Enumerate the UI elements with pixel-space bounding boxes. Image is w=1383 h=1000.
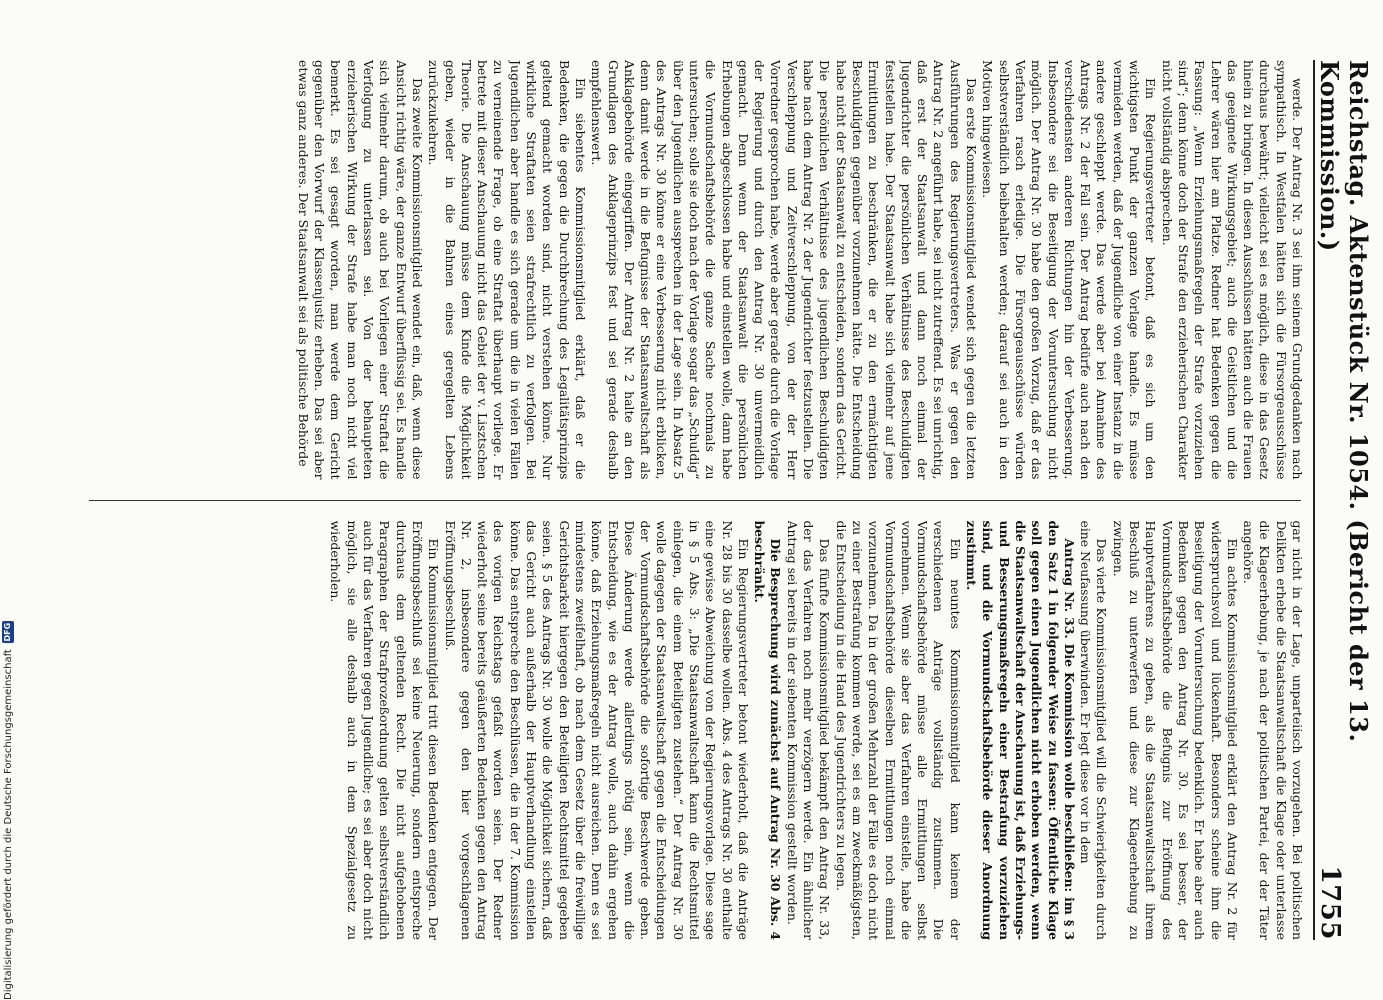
paragraph: Die Besprechung wird zunächst auf Antrag Nr. 30 Abs. 4 beschränkt. [752,520,784,940]
text-columns [85,60,1305,940]
paragraph: Ein Regierungsvertreter betont, daß es sich um den wichtigsten Punkt der ganzen Vorlage handle. Es müsse vermieden werden, daß der Jugendliche von einer Instanz in die andere geschleppt werde. Das werde aber bei Annahme des Antrags Nr. 2 der Fall sein. Der Antrag bedürfe auch nach den verschiedensten anderen Richtungen hin der Verbesserung. Insbesondere sei die Beseitigung der Voruntersuchung nicht möglich. Der Antrag Nr. 30 habe den großen Vorzug, daß er das Verfahren rasch erledige. Die Fürsorgeausschüsse würden selbstverständlich beibehalten werden; darauf sei auch in den Motiven hingewiesen. [980,60,1159,480]
motion-paragraph: Antrag Nr. 33. Die Kommission wolle beschließen: im § 3 den Satz 1 in folgender Weise zu fassen: Öffentliche Klage soll gegen einen Jugendlichen nicht erhoben werden, wenn die Staatsanwaltschaft der Anschauung ist, daß Erziehungs- und Besserungsmaßregeln einer Bestrafung vorzuziehen sind, und die Vormundschaftsbehörde dieser Anordnung zustimmt. [964,520,1077,940]
paragraph: Ein Kommissionsmitglied tritt diesen Bedenken entgegen. Der Eröffnungsbeschluß sei keine Neuerung, sondern entspreche durchaus dem geltenden Recht. Die nicht aufgehobenen Paragraphen der Strafprozeßordnung gelten selbstverständlich auch für das Verfahren gegen Jugendliche; es sei aber doch nicht möglich, sie alle deshalb auch in dem Spezialgesetz zu wiederholen. [328,520,442,940]
paragraph: Ein siebentes Kommissionsmitglied erklärt, daß er die Bedenken, die gegen die Durchbrechung des Legalitätsprinzips geltend gemacht worden sind, nicht verstehen könne. Nur wirkliche Straftaten seien strafrechtlich zu verfolgen. Bei Jugendlichen aber handle es sich gerade um die in vielen Fällen zu verneinende Frage, ob eine Straftat überhaupt vorliege. Er betrete mit dieser Anschauung nicht das Gebiet der v. Lisztschen Theorie. Die Anschauung müsse dem Kinde die Möglichkeit geben, wieder in die Bahnen eines geregelten Lebens zurückzukehren. [426,60,588,480]
paragraph: Das zweite Kommissionsmitglied wendet ein, daß, wenn diese Ansicht richtig wäre, der ganze Entwurf überflüssig sei. Es handle sich vielmehr darum, ob auch bei Vorliegen einer Straftat die Verfolgung zu unterlassen sei. Von der behaupteten erzieherischen Wirkung der Strafe habe man noch nicht viel bemerkt. Es sei gesagt worden, man werde dem Gericht gegenüber den Vorwurf der Klassenjustiz erheben. Das sei aber etwas ganz anderes. Der Staatsanwalt sei als politische Behörde [295,60,425,480]
paragraph: werde. Der Antrag Nr. 3 sei ihm seinem Grundgedanken nach sympathisch. In Westfalen hätten sich die Fürsorgeausschüsse durchaus bewährt; vielleicht sei es möglich, diese in das Gesetz hinein zu bringen. In diesen Ausschüssen hätten auch die Frauen das geeignete Wirkungsgebiet; auch die Geistlichen und die Lehrer wären hier am Platze. Redner hat Bedenken gegen die Fassung: „Wenn Erziehungsmaßregeln der Strafe vorzuziehen sind“; denn könne doch der Strafe den erzieherischen Charakter nicht vollständig absprechen. [1159,60,1305,480]
column-divider [89,500,1301,501]
paragraph: Das erste Kommissionsmitglied wendet sich gegen die letzten Ausführungen des Regierungsvertreters. Was er gegen den Antrag Nr. 2 angeführt habe, sei nicht zutreffend. Es sei unrichtig, daß erst der Staatsanwalt und dann noch einmal der Jugendrichter die persönlichen Verhältnisse des Beschuldigten feststellen habe. Der Staatsanwalt habe sich vielmehr auf jene Ermittlungen zu beschränken, die er zu den ermächtigten Beschuldigten gegenüber vorzunehmen hätte. Die Entscheidung habe nicht der Staatsanwalt zu entscheiden, sondern das Gericht. Die persönlichen Verhältnisse des jugendlichen Beschuldigten habe nach dem Antrag Nr. 2 der Jugendrichter festzustellen. Die Verschleppung und Zeitverschleppung, von der der Herr Vorredner gesprochen habe, werde aber gerade durch die Vorlage der Regierung und durch den Antrag Nr. 30 unvermeidlich gemacht. Denn wenn der Staatsanwalt die persönlichen Erhebungen abgeschlossen habe und einstellen wolle, dann habe die Vormundschaftsbehörde die ganze Sache nochmals zu untersuchen; solle sie doch nach der Vorlage sogar das „Schuldig“ über den Jugendlichen aussprechen in der Lage sein. In Absatz 5 des Antrags Nr. 30 könne er eine Verbesserung nicht erblicken, denn damit werde in die Befugnisse der Staatsanwaltschaft als Anklagebehörde eingegriffen. Der Antrag Nr. 2 halte an den Grundlagen des Anklageprinzips fest und sei gerade deshalb empfehlenswert. [589,60,980,480]
digitization-credit [2,621,14,1000]
paragraph: Das fünfte Kommissionsmitglied bekämpft den Antrag Nr. 33, der das Verfahren noch mehr verzögern werde. Ein ähnlicher Antrag sei bereits in der siebenten Kommission gestellt worden. [784,520,833,940]
right-column [85,521,1305,941]
credit-text: Digitalisierung gefördert durch die Deutsche Forschungsgemeinschaft [2,649,14,1000]
paragraph: Ein Regierungsvertreter betont wiederholt, daß die Anträge Nr. 28 bis 30 dasselbe wollen. Abs. 4 des Antrags Nr. 30 enthalte eine gewisse Abweichung von der Regierungsvorlage. Diese sage in § 5 Abs. 3: „Die Staatsanwaltschaft kann die Rechtsmittel einlegen, die einem Beteiligten zustehen.“ Der Antrag Nr. 30 wolle dagegen der Staatsanwaltschaft gegen die Entscheidungen der Vormundschaftsbehörde die sofortige Beschwerde geben. Diese Änderung werde allerdings nötig sein, wenn die Entscheidung, wie es der Antrag wolle, auch dahin ergehen könne, daß Erziehungsmaßregeln nicht ausreichen. Denn es sei mindestens zweifelhaft, ob nach dem Gesetz über die freiwillige Gerichtsbarkeit hiergegen den Beteiligten Rechtsmittel gegeben seien. § 5 des Antrags Nr. 30 wolle die Möglichkeit sichern, daß das Gericht auch außerhalb der Hauptverhandlung einstellen könne. Das entspreche den Beschlüssen, die in der 7. Kommission des vorigen Reichstags gefaßt worden seien. Der Redner wiederholt seine bereits geäußerten Bedenken gegen den Antrag Nr. 2, insbesondere gegen den hier vorgeschlagenen Eröffnungsbeschluß. [442,520,751,940]
paragraph: Das vierte Kommissionsmitglied will die Schwierigkeiten durch eine Neufassung überwinden. Er legt diese vor in dem [1078,520,1110,940]
left-column [85,60,1305,480]
page-number: 1755 [1315,865,1345,940]
paragraph: Ein neuntes Kommissionsmitglied kann keinem der verschiedenen Anträge vollständig zustimmen. Die Vormundschaftsbehörde müsse alle Ermittlungen selbst vornehmen. Wenn sie aber das Verfahren einstelle, habe die Vormundschaftsbehörde dieselben Ermittlungen noch einmal vorzunehmen. Da in der großen Mehrzahl der Fälle es doch nicht zu einer Bestrafung kommen werde, sei es am zweckmäßigsten, die Entscheidung in die Hand des Jugendrichters zu legen. [833,520,963,940]
running-head [1313,60,1373,940]
paragraph: Ein achtes Kommissionsmitglied erklärt den Antrag Nr. 2 für widerspruchsvoll und lückenhaft. Besonders scheine ihm die Beseitigung der Voruntersuchung bedenklich. Er habe aber auch Bedenken gegen den Antrag Nr. 30. Es sei besser, der Vormundschaftsbehörde die Befugnis zur Eröffnung des Hauptverfahrens zu geben, als die Staatsanwaltschaft ihrem Beschluß zu unterwerfen und diese zur Klageerhebung zu zwingen. [1110,520,1240,940]
running-head-title: Reichstag. Aktenstück Nr. 1054. (Bericht der 13. Kommission.) [1315,60,1373,743]
dfg-logo: DFG [3,622,12,642]
paragraph: gar nicht in der Lage, unparteiisch vorzugehen. Bei politischen Delikten erhebe die Staatsanwaltschaft die Klage oder unterlasse die Klageerhebung, je nach der politischen Partei, der der Täter angehöre. [1241,520,1305,940]
